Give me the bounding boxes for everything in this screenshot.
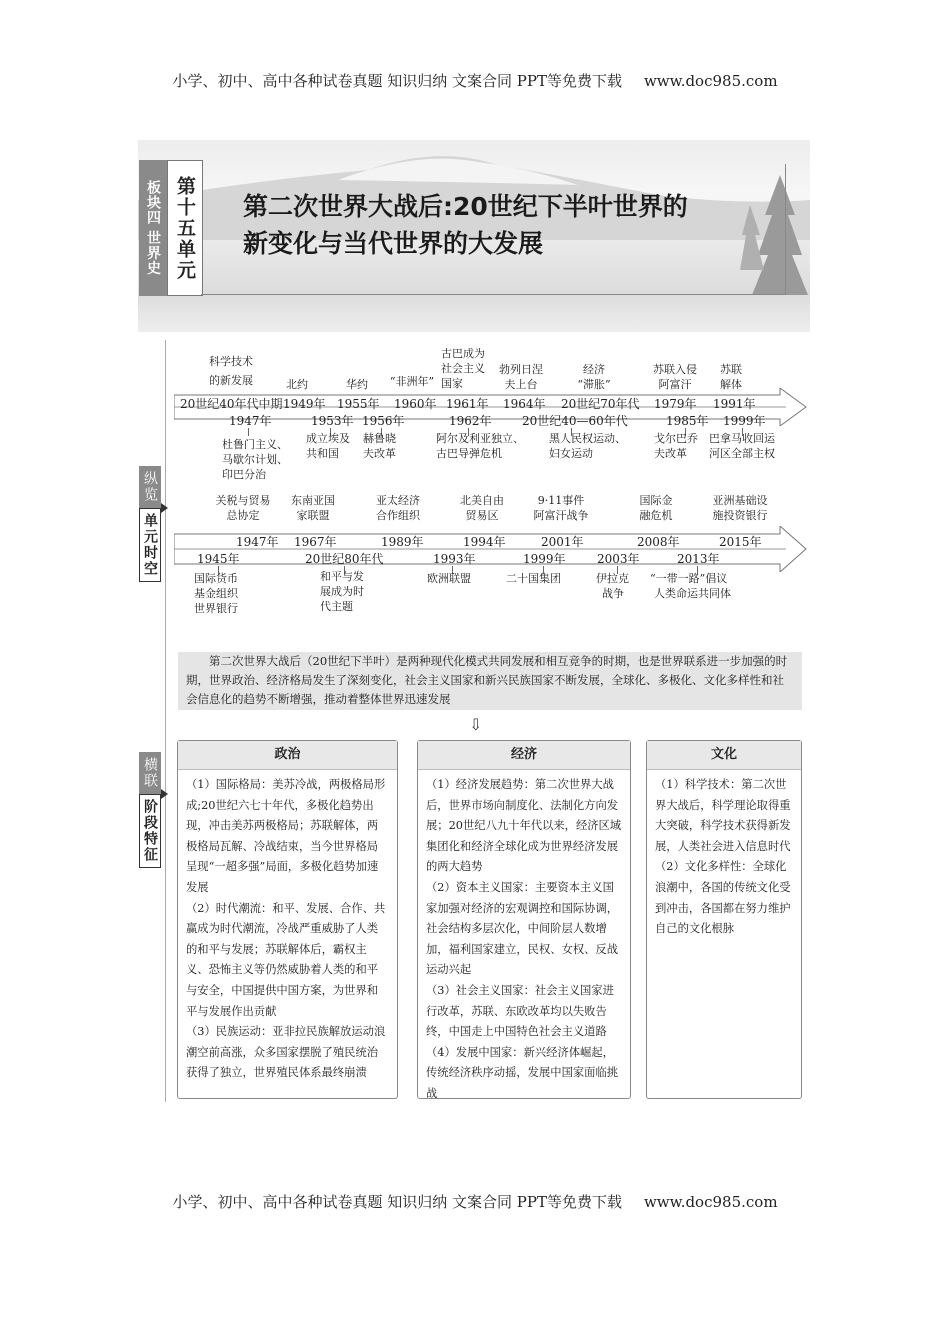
side-arrow-icon: [161, 503, 168, 513]
timeline-2-year: 2003年: [597, 552, 640, 566]
timeline-2-event: 东南亚国 家联盟: [291, 494, 335, 522]
timeline-2-year: 2001年: [541, 535, 584, 549]
timeline-1-event: 华约: [346, 378, 368, 391]
column-culture: [646, 740, 802, 1099]
footer-site[interactable]: www.doc985.com: [643, 1193, 778, 1211]
timeline-1-year: 1955年: [337, 397, 380, 411]
economy-point: （3）社会主义国家：社会主义国家进行改革，苏联、东欧改革均以失败告终，中国走上中国特色社会主义道路: [426, 983, 614, 1039]
column-politics: [177, 740, 398, 1099]
section-tag: 板块四 世界史: [139, 160, 167, 296]
timeline-1-year: 1964年: [503, 397, 546, 411]
timeline-1-event: 经济 “滞胀”: [577, 363, 611, 391]
timeline-1-event: 北约: [286, 378, 308, 391]
timeline-2-year: 2015年: [719, 535, 762, 549]
timeline-1-event: 黑人民权运动、 妇女运动: [549, 432, 626, 460]
timeline-1-year: 1947年: [229, 414, 272, 428]
timeline-1-year: 20世纪40年代中期: [180, 397, 283, 411]
timeline-1-event: 科学技术 的新发展: [209, 355, 253, 387]
culture-point: （2）文化多样性：全球化浪潮中，各国的传统文化受到冲击，各国都在努力维护自己的文化根脉: [655, 860, 791, 936]
timeline-2-event: 亚洲基础设 施投资银行: [712, 494, 768, 522]
down-arrow-icon: ⇩: [469, 715, 483, 734]
politics-point: （3）民族运动：亚非拉民族解放运动浪潮空前高涨，众多国家摆脱了殖民统治获得了独立，世界殖民体系最终崩溃: [186, 1025, 386, 1080]
timeline-tick: [248, 428, 249, 436]
page-header: [0, 70, 950, 91]
side-label-unit-timeline: 单元时空: [139, 508, 161, 582]
timeline-1-event: 阿尔及利亚独立、 古巴导弹危机: [436, 432, 524, 460]
column-economy: [417, 740, 631, 1099]
politics-point: （2）时代潮流：和平、发展、合作、共赢成为时代潮流，冷战严重威胁了人类的和平与发展；苏联解体后，霸权主义、恐怖主义等仍然威胁着人类的和平与安全，中国提供中国方案，为世界和平与发展作出贡献: [186, 901, 386, 1018]
timeline-2-year: 1989年: [381, 535, 424, 549]
timeline-1-event: 赫鲁晓 夫改革: [363, 432, 396, 460]
timeline-2-year: 2013年: [677, 552, 720, 566]
page-footer: [0, 1191, 950, 1212]
politics-point: （1）国际格局：美苏冷战，两极格局形成;20世纪六七十年代，多极化趋势出现，冲击美苏两极格局；苏联解体，两极格局瓦解、冷战结束，当今世界格局呈现“一超多强”局面，多极化趋势加速发展: [186, 778, 386, 894]
header-site[interactable]: www.doc985.com: [643, 72, 778, 90]
side-rule: [165, 340, 166, 1102]
timeline-1-event: 苏联 解体: [720, 363, 742, 391]
timeline-1-event: 苏联入侵 阿富汗: [653, 363, 697, 391]
timeline-1-year: 1949年: [283, 397, 326, 411]
timeline-2-event: 欧洲联盟: [427, 572, 471, 585]
timeline-1-year: 1999年: [723, 414, 766, 428]
timeline-1-year: 1961年: [446, 397, 489, 411]
timeline-1-year: 1979年: [654, 397, 697, 411]
timeline-2-event: 伊拉克 战争: [596, 572, 629, 600]
timeline-1-event: 古巴成为 社会主义 国家: [441, 347, 485, 390]
timeline-1-event: 杜鲁门主义、 马歇尔计划、 印巴分治: [222, 438, 288, 481]
timeline-2-event: 北美自由 贸易区: [460, 494, 504, 522]
timeline-1-event: 戈尔巴乔 夫改革: [654, 432, 698, 460]
timeline-2-year: 20世纪80年代: [305, 552, 384, 566]
timeline-2-year: 1999年: [523, 552, 566, 566]
economy-point: （4）发展中国家：新兴经济体崛起，传统经济秩序动摇，发展中国家面临挑战: [426, 1045, 619, 1100]
trees-illustration: [740, 175, 810, 295]
title-line-2: 新变化与当代世界的大发展: [243, 229, 544, 258]
timeline-1-year: 1991年: [713, 397, 756, 411]
timeline-1-year: 1985年: [666, 414, 709, 428]
timeline-2-event: 二十国集团: [506, 572, 561, 585]
summary-box: [178, 652, 802, 710]
column-culture-title: 文化: [647, 741, 801, 770]
economy-point: （2）资本主义国家：主要资本主义国家加强对经济的宏观调控和国际协调，社会结构多层次化，中间阶层人数增加，福利国家建立，民权、女权、反战运动兴起: [426, 880, 619, 977]
timeline-1-year: 1960年: [394, 397, 437, 411]
side-label-stage-features: 阶段特征: [139, 794, 161, 868]
timeline-2-year: 1994年: [463, 535, 506, 549]
timeline-1-event: 巴拿马收回运 河区全部主权: [709, 432, 775, 460]
side-arrow-icon: [161, 789, 168, 799]
title-frame-bottom: [201, 294, 786, 295]
footer-text: 小学、初中、高中各种试卷真题 知识归纳 文案合同 PPT等免费下载: [172, 1193, 622, 1211]
timeline-1-event: “非洲年”: [389, 375, 435, 388]
timeline-2-event: 关税与贸易 总协定: [215, 494, 271, 522]
timeline-1-year: 20世纪40—60年代: [522, 414, 628, 428]
side-label-henglian: 横联: [139, 752, 161, 794]
culture-point: （1）科学技术：第二次世界大战后，科学理论取得重大突破，科学技术获得新发展，人类社会进入信息时代: [655, 778, 791, 853]
timeline-2-year: 1947年: [236, 535, 279, 549]
summary-text: 第二次世界大战后（20世纪下半叶）是两种现代化模式共同发展和相互竞争的时期，也是世界联系进一步加强的时期，世界政治、经济格局发生了深刻变化，社会主义国家和新兴民族国家不断发展，全球化、多极化、文化多样性和社会信息化的趋势不断增强，推动着整体世界迅速发展: [186, 654, 788, 706]
timeline-2-event: 亚太经济 合作组织: [376, 494, 420, 522]
timeline-1-event: 成立埃及 共和国: [306, 432, 350, 460]
timeline-2-event: 9·11事件 阿富汗战争: [533, 494, 589, 522]
title-frame-right: [785, 164, 786, 295]
timeline-1-year: 20世纪70年代: [561, 397, 640, 411]
timeline-1-year: 1956年: [362, 414, 405, 428]
timeline-2-year: 1945年: [197, 552, 240, 566]
timeline-2-year: 1993年: [433, 552, 476, 566]
timeline-2-event: 国际金 融危机: [639, 494, 673, 522]
title-line-1: 第二次世界大战后:20世纪下半叶世界的: [243, 192, 688, 221]
timeline-1-event: 勃列日涅 夫上台: [499, 363, 543, 391]
timeline-2-event: 国际货币 基金组织 世界银行: [194, 572, 238, 615]
header-text: 小学、初中、高中各种试卷真题 知识归纳 文案合同 PPT等免费下载: [172, 72, 622, 90]
timeline-2-year: 2008年: [637, 535, 680, 549]
timeline-2-event: 和平与发 展成为时 代主题: [320, 570, 364, 613]
economy-point: （1）经济发展趋势：第二次世界大战后，世界市场向制度化、法制化方向发展；20世纪八九十年代以来，经济区域集团化和经济全球化成为世界经济发展的两大趋势: [426, 778, 622, 874]
timeline-2-event: “一带一路”倡议 人类命运共同体: [650, 572, 731, 600]
unit-tag: 第十五单元: [167, 160, 203, 296]
column-politics-title: 政治: [178, 741, 397, 770]
timeline-2-year: 1967年: [294, 535, 337, 549]
column-economy-title: 经济: [418, 741, 630, 770]
side-label-zonglan: 纵览: [139, 466, 161, 508]
timeline-1-year: 1962年: [449, 414, 492, 428]
page-title: [243, 188, 688, 262]
timeline-1-year: 1953年: [311, 414, 354, 428]
